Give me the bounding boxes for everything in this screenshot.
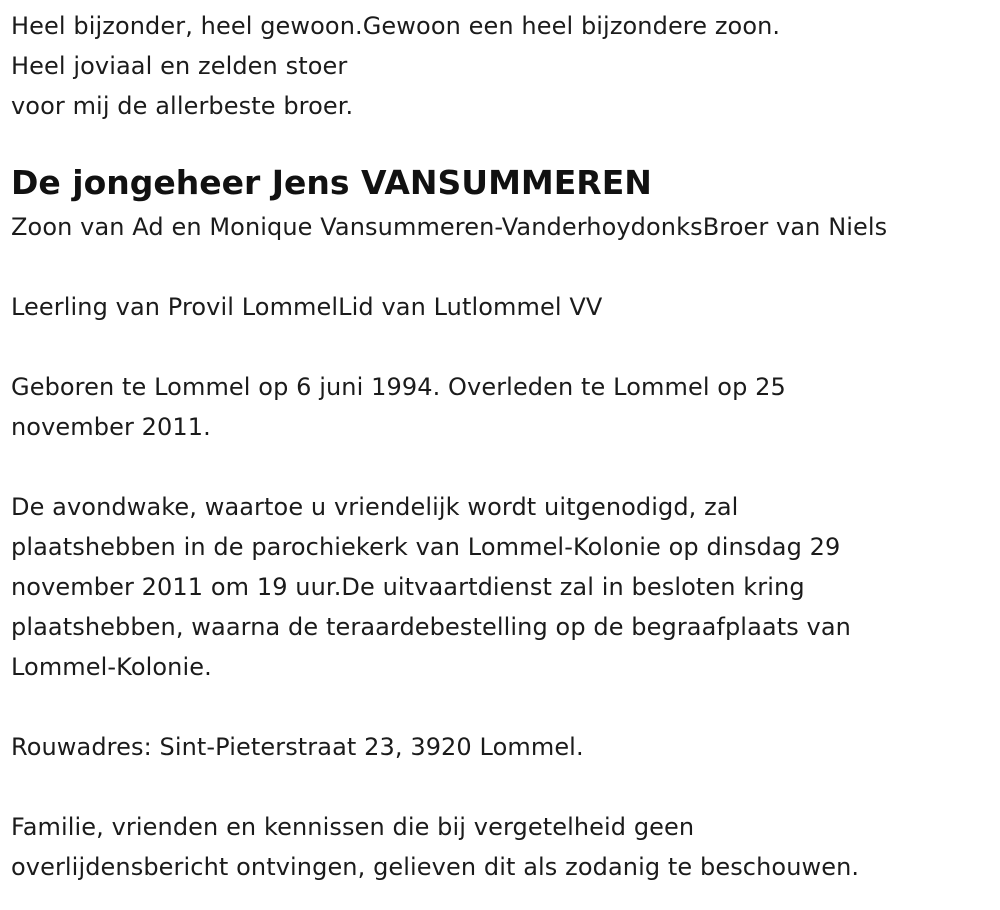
closing-paragraph xyxy=(11,807,996,887)
poem-line-2: Heel joviaal en zelden stoer xyxy=(11,52,348,80)
poem xyxy=(11,6,996,126)
spacer xyxy=(11,767,996,807)
spacer xyxy=(11,247,996,287)
family-relations: Zoon van Ad en Monique Vansummeren-VanderhoydonksBroer van Niels xyxy=(11,213,888,241)
spacer xyxy=(11,447,996,487)
ceremony-line-2: plaatshebben in de parochiekerk van Lommel-Kolonie op dinsdag 29 xyxy=(11,533,841,561)
birth-death-line-1: Geboren te Lommel op 6 juni 1994. Overleden te Lommel op 25 xyxy=(11,373,786,401)
ceremony-line-3: november 2011 om 19 uur.De uitvaartdienst zal in besloten kring xyxy=(11,573,805,601)
deceased-name-title: De jongeheer Jens VANSUMMEREN xyxy=(11,163,652,202)
spacer xyxy=(11,687,996,727)
closing-line-1: Familie, vrienden en kennissen die bij vergetelheid geen xyxy=(11,813,695,841)
spacer xyxy=(11,327,996,367)
poem-line-3: voor mij de allerbeste broer. xyxy=(11,92,354,120)
poem-line-1: Heel bijzonder, heel gewoon.Gewoon een heel bijzondere zoon. xyxy=(11,12,781,40)
birth-death-line-2: november 2011. xyxy=(11,413,211,441)
memberships: Leerling van Provil LommelLid van Lutlommel VV xyxy=(11,293,603,321)
closing-line-2: overlijdensbericht ontvingen, gelieven dit als zodanig te beschouwen. xyxy=(11,853,860,881)
ceremony-line-5: Lommel-Kolonie. xyxy=(11,653,212,681)
ceremony-paragraph xyxy=(11,487,996,687)
ceremony-line-1: De avondwake, waartoe u vriendelijk wordt uitgenodigd, zal xyxy=(11,493,739,521)
birth-death-paragraph xyxy=(11,367,996,447)
mourning-address: Rouwadres: Sint-Pieterstraat 23, 3920 Lommel. xyxy=(11,733,584,761)
obituary-document xyxy=(11,6,996,887)
ceremony-line-4: plaatshebben, waarna de teraardebestelling op de begraafplaats van xyxy=(11,613,851,641)
